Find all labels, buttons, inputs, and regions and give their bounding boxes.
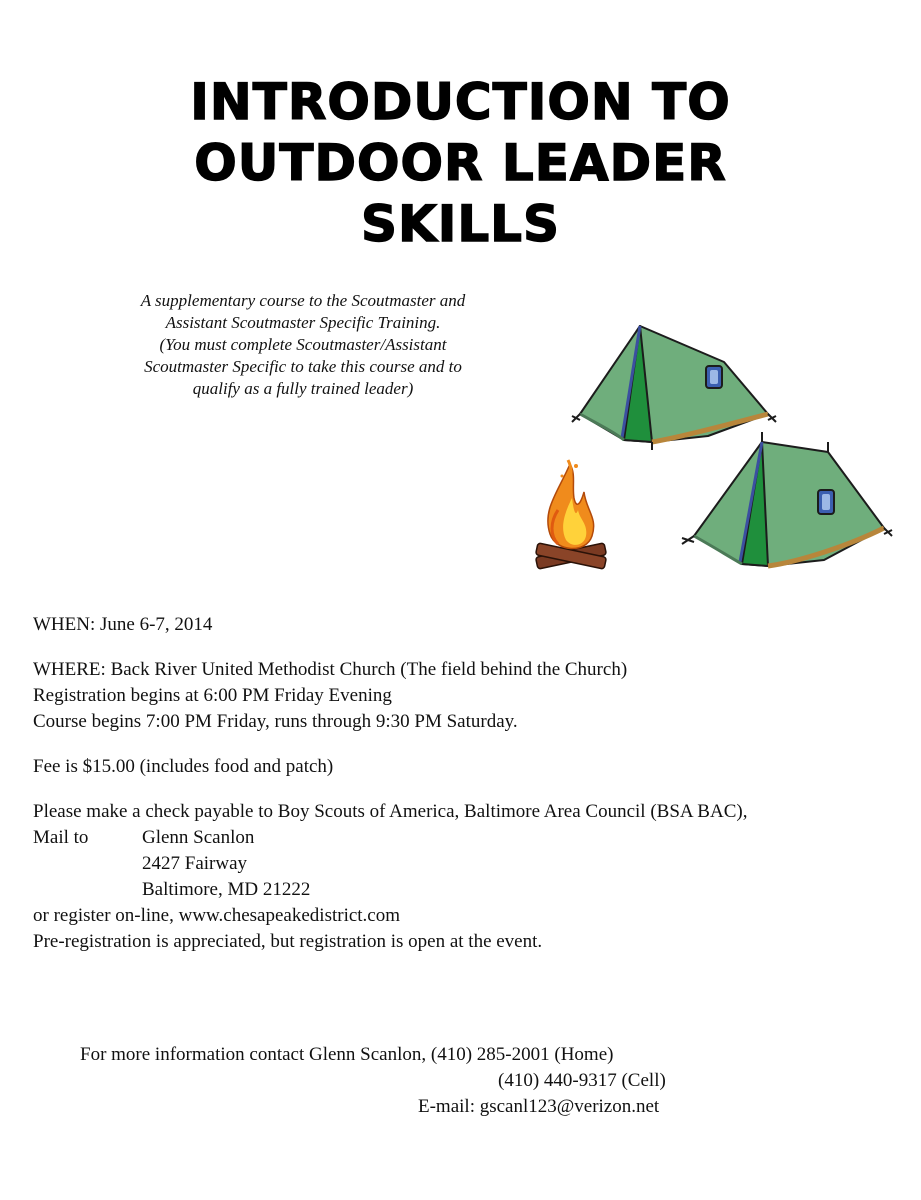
tent-icon [682,432,892,566]
description-line-3: (You must complete Scoutmaster/Assistant [159,335,447,354]
course-description [88,290,518,400]
course-time: Course begins 7:00 PM Friday, runs through 9:30 PM Saturday. [33,711,518,732]
mail-address [33,825,913,851]
registration-time: Registration begins at 6:00 PM Friday Evening [33,685,392,706]
mail-street: 2427 Fairway [142,853,248,874]
contact-email: E-mail: gscanl123@verizon.net [418,1096,660,1117]
mail-city: Baltimore, MD 21222 [142,879,311,900]
contact-info: For more information contact Glenn Scanlon, (410) 285-2001 (Home) [80,1044,614,1065]
description-line-5: qualify as a fully trained leader) [192,379,414,398]
preregistration-note: Pre-registration is appreciated, but registration is open at the event. [33,931,543,952]
flyer-title [0,72,921,255]
when-line: WHEN: June 6-7, 2014 [33,614,213,635]
event-details [33,612,913,955]
description-line-2: Assistant Scoutmaster Specific Training. [165,313,441,332]
online-registration: or register on-line, www.chesapeakedistrict.com [33,905,401,926]
campfire-icon [536,460,607,569]
where-line: WHERE: Back River United Methodist Church (The field behind the Church) [33,659,628,680]
contact-cell: (410) 440-9317 (Cell) [498,1070,666,1091]
title-line-2: OUTDOOR LEADER [194,134,727,192]
title-line-1: INTRODUCTION TO [190,73,731,131]
title-line-3: SKILLS [360,195,561,253]
mail-name: Glenn Scanlon [142,827,255,848]
tent-icon [572,326,776,450]
description-line-1: A supplementary course to the Scoutmaster and [140,291,466,310]
check-payable: Please make a check payable to Boy Scouts of America, Baltimore Area Council (BSA BAC), [33,801,748,822]
description-line-4: Scoutmaster Specific to take this course and to [144,357,462,376]
fee-line: Fee is $15.00 (includes food and patch) [33,756,334,777]
camping-illustration [528,314,900,592]
mail-label: Mail to [33,827,89,848]
